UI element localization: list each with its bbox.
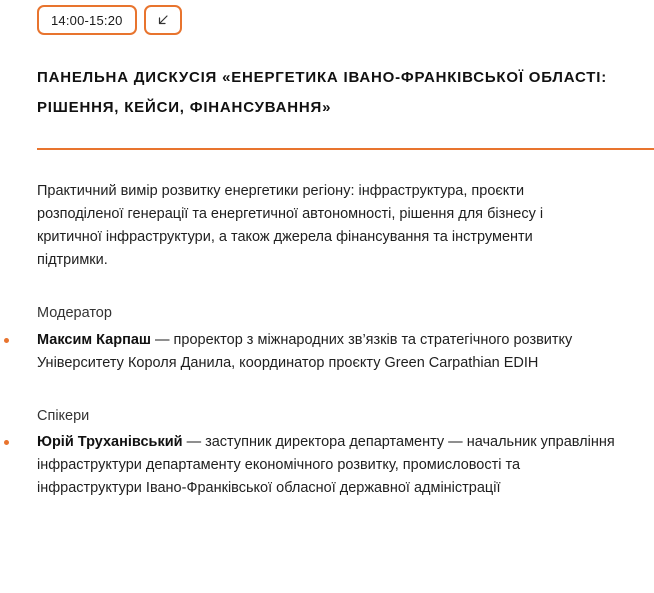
session-title-line-1: ПАНЕЛЬНА ДИСКУСІЯ «ЕНЕРГЕТИКА ІВАНО-ФРАНКІВСЬКОЇ ОБЛАСТІ:	[37, 69, 607, 86]
bullet-icon	[4, 338, 9, 343]
divider	[37, 148, 654, 150]
collapse-button[interactable]	[144, 5, 182, 35]
speaker-item	[37, 431, 617, 500]
moderator-name: Максим Карпаш	[37, 332, 151, 348]
speakers-label: Спікери	[37, 408, 90, 424]
session-title-line-2: РІШЕННЯ, КЕЙСИ, ФІНАНСУВАННЯ»	[37, 99, 332, 116]
session-description: Практичний вимір розвитку енергетики регіону: інфраструктура, проєкти розподіленої генерації та енергетичної автономності, рішення для бізнесу і критичної інфраструктури, а також джерела фінансування та інструменти підтримки.	[37, 183, 544, 268]
speaker-name: Юрій Труханівський	[37, 434, 183, 450]
moderator-label: Модератор	[37, 305, 112, 321]
speaker-role: — заступник директора департаменту — начальник управління інфраструктури департаменту економічного розвитку, промисловості та інфраструктури Івано-Франківської обласної державної адміністрації	[37, 434, 615, 496]
time-badge	[37, 5, 137, 35]
moderator-role: — проректор з міжнародних зв’язків та стратегічного розвитку Університету Короля Данила, координатор проєкту Green Carpathian EDIH	[37, 332, 573, 371]
session-title	[37, 63, 637, 123]
time-label: 14:00-15:20	[51, 12, 123, 28]
arrow-down-left-icon	[157, 14, 169, 26]
session-header	[37, 5, 182, 35]
bullet-icon	[4, 440, 9, 445]
moderator-item	[37, 329, 617, 375]
